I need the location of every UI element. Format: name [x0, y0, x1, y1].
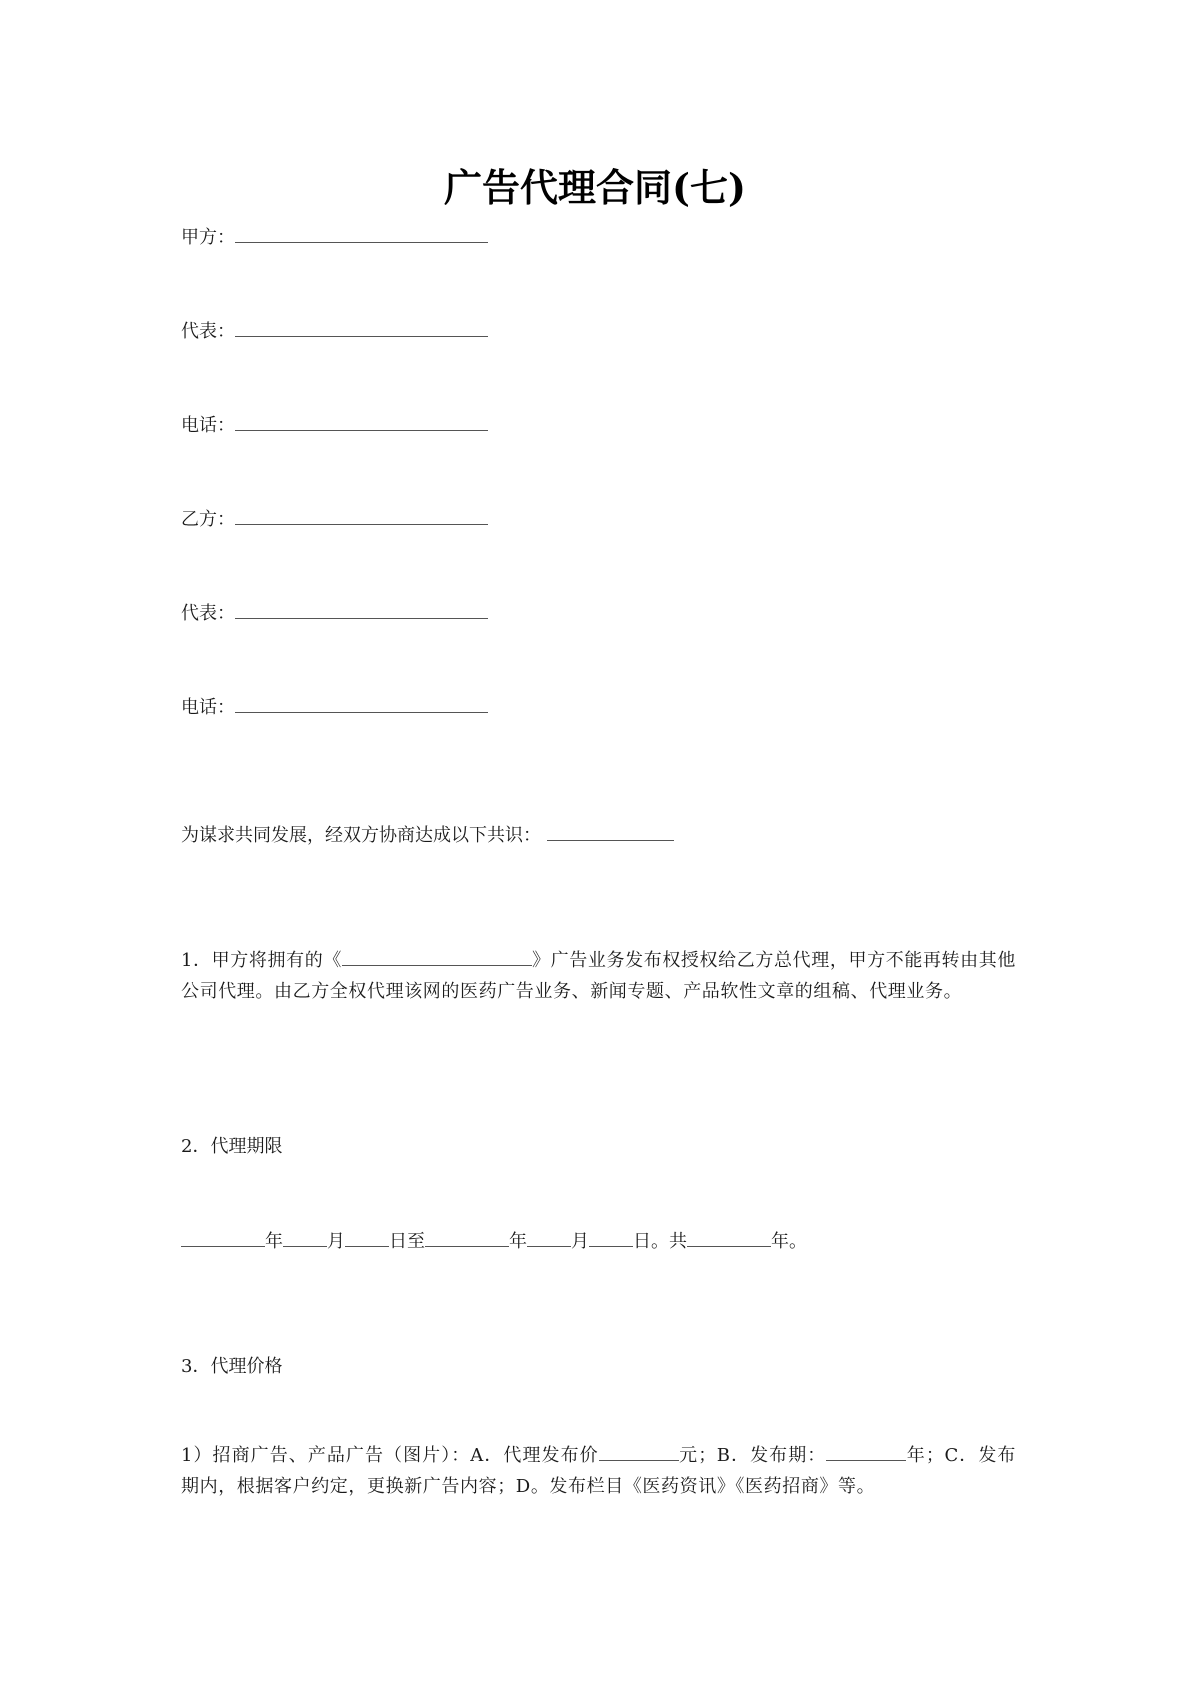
party-a-phone-blank[interactable]	[235, 412, 488, 431]
party-a-blank[interactable]	[235, 224, 488, 243]
item-1-text-b: 元；B．发布期：	[678, 1445, 827, 1466]
publish-period-blank[interactable]	[826, 1442, 906, 1461]
agency-period-line	[181, 1226, 807, 1257]
clause-2-heading: 2．代理期限	[181, 1136, 283, 1157]
clause-1-prefix: 1．甲方将拥有的《	[181, 950, 342, 971]
day-total-label: 日。共	[633, 1231, 687, 1252]
preamble-text: 为谋求共同发展，经双方协商达成以下共识：	[181, 825, 541, 846]
party-a-representative-blank[interactable]	[235, 318, 488, 337]
start-day-blank[interactable]	[345, 1228, 389, 1247]
party-b-field	[181, 504, 488, 535]
party-b-representative-blank[interactable]	[235, 600, 488, 619]
field-label: 代表：	[181, 321, 235, 342]
party-a-field	[181, 222, 488, 253]
end-month-blank[interactable]	[527, 1228, 571, 1247]
party-b-phone-field	[181, 692, 488, 723]
party-b-blank[interactable]	[235, 506, 488, 525]
year-label: 年	[509, 1231, 527, 1252]
clause-1-text: 》广告业务发布权授权给乙方总代理，甲方不能再转由其他公司代理。由乙方全权代理该网的医药广告业务、新闻专题、产品软性文章的组稿、代理业务。	[181, 950, 1016, 1002]
item-1-text-rest: C．发布期内，根据客户约定，更换新广告内容；D。发布栏目《医药资讯》《医药招商》等。	[181, 1445, 1016, 1497]
field-label: 代表：	[181, 603, 235, 624]
field-label: 电话：	[181, 697, 235, 718]
item-1-text-a: 1）招商广告、产品广告（图片）：A．代理发布价	[181, 1445, 599, 1466]
start-year-blank[interactable]	[181, 1228, 265, 1247]
field-label: 电话：	[181, 415, 235, 436]
document-title: 广告代理合同(七)	[444, 165, 746, 210]
party-b-phone-blank[interactable]	[235, 694, 488, 713]
year-end-label: 年。	[771, 1231, 807, 1252]
end-year-blank[interactable]	[425, 1228, 509, 1247]
clause-3-item-1	[181, 1440, 1016, 1502]
day-to-label: 日至	[389, 1231, 425, 1252]
preamble	[181, 820, 674, 851]
publish-price-blank[interactable]	[599, 1442, 679, 1461]
year-label: 年	[265, 1231, 283, 1252]
party-a-phone-field	[181, 410, 488, 441]
website-name-blank[interactable]	[342, 947, 532, 966]
clause-1	[181, 945, 1016, 1007]
end-day-blank[interactable]	[589, 1228, 633, 1247]
field-label: 甲方：	[181, 227, 235, 248]
party-b-representative-field	[181, 598, 488, 629]
month-label: 月	[571, 1231, 589, 1252]
month-label: 月	[327, 1231, 345, 1252]
preamble-blank[interactable]	[547, 822, 674, 841]
party-a-representative-field	[181, 316, 488, 347]
clause-3-heading: 3．代理价格	[181, 1356, 283, 1377]
start-month-blank[interactable]	[283, 1228, 327, 1247]
item-1-text-c: 年；	[906, 1445, 945, 1466]
field-label: 乙方：	[181, 509, 235, 530]
total-years-blank[interactable]	[687, 1228, 771, 1247]
